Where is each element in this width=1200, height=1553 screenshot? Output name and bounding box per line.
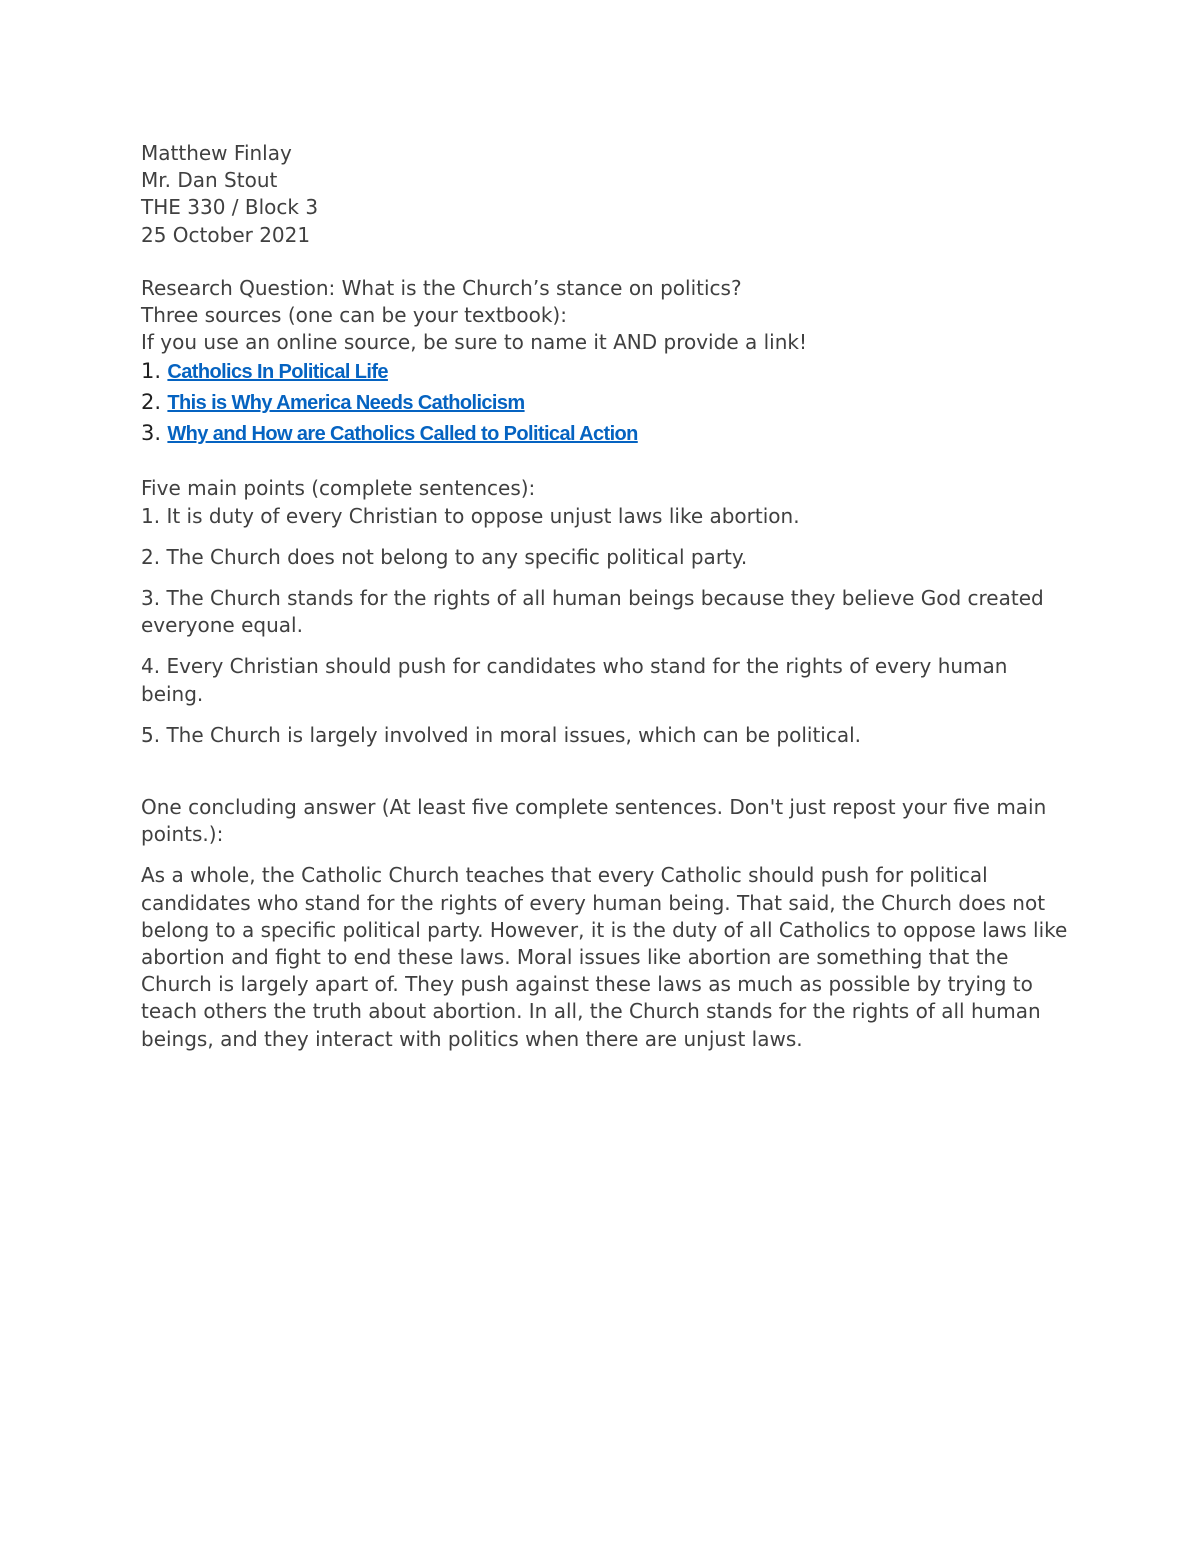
teacher-name: Mr. Dan Stout	[141, 168, 278, 193]
source-link-2[interactable]: This is Why America Needs Catholicism	[167, 392, 525, 415]
online-source-note: If you use an online source, be sure to name it AND provide a link!	[141, 330, 807, 355]
conclusion-heading: One concluding answer (At least five complete sentences. Don't just repost your five main points.):	[141, 795, 1047, 847]
main-point-3: 3. The Church stands for the rights of all human beings because they believe God created everyone equal.	[141, 586, 1044, 638]
main-point-4: 4. Every Christian should push for candidates who stand for the rights of every human being.	[141, 654, 1008, 706]
source-link-1[interactable]: Catholics In Political Life	[167, 361, 388, 384]
spacer	[141, 249, 1071, 275]
sources-prompt: Three sources (one can be your textbook):	[141, 303, 567, 328]
source-item	[141, 387, 1071, 418]
document-date: 25 October 2021	[141, 222, 311, 247]
main-point-1: 1. It is duty of every Christian to oppose unjust laws like abortion.	[141, 503, 800, 528]
research-question: Research Question: What is the Church’s stance on politics?	[141, 275, 742, 300]
spacer	[141, 449, 1071, 475]
main-points-heading: Five main points (complete sentences):	[141, 476, 536, 501]
source-list	[141, 356, 1071, 449]
source-link-3[interactable]: Why and How are Catholics Called to Political Action	[167, 423, 638, 446]
course-block: THE 330 / Block 3	[141, 195, 319, 220]
source-item	[141, 418, 1071, 449]
main-point-5: 5. The Church is largely involved in moral issues, which can be political.	[141, 722, 862, 747]
document-page	[141, 140, 1071, 1053]
spacer	[141, 749, 1071, 794]
conclusion-paragraph: As a whole, the Catholic Church teaches that every Catholic should push for political candidates who stand for the rights of every human being. That said, the Church does not belong to a specific political party. However, it is the duty of all Catholics to oppose laws like abortion and fight to end these laws. Moral issues like abortion are something that the Church is largely apart of. They push against these laws as much as possible by trying to teach others the truth about abortion. In all, the Church stands for the rights of all human beings, and they interact with politics when there are unjust laws.	[141, 863, 1068, 1051]
main-point-2: 2. The Church does not belong to any specific political party.	[141, 544, 748, 569]
source-number: 1.	[141, 359, 162, 384]
source-item	[141, 356, 1071, 387]
student-name: Matthew Finlay	[141, 141, 292, 165]
source-number: 3.	[141, 421, 162, 446]
source-number: 2.	[141, 390, 162, 415]
